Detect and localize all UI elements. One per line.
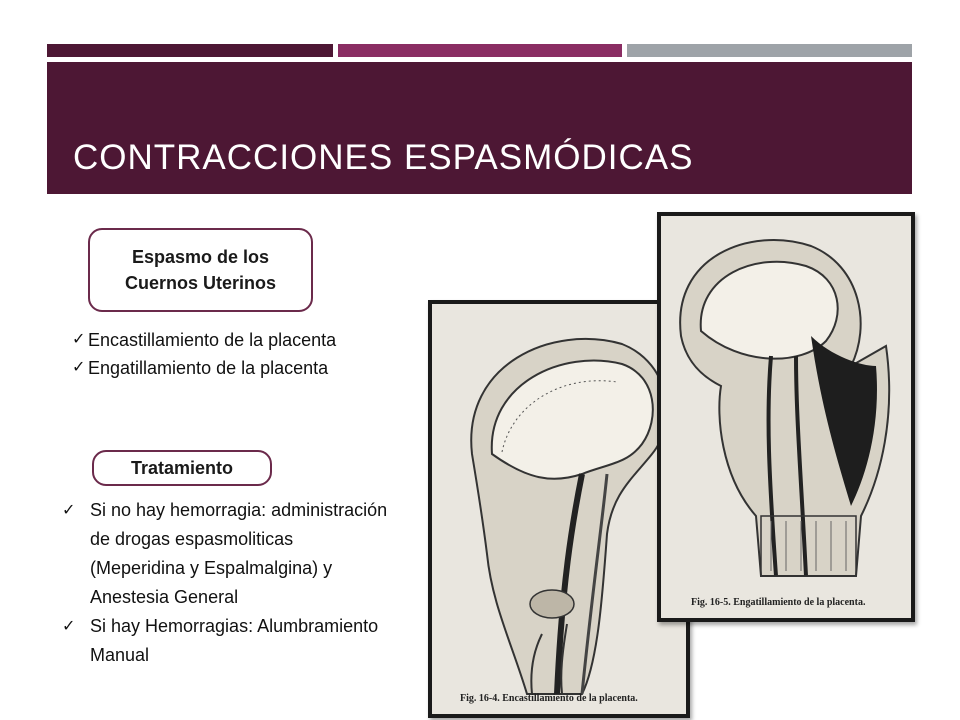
check-icon: ✓	[62, 502, 76, 519]
check-icon: ✓	[72, 359, 86, 376]
figure-caption-1: Fig. 16-4. Encastillamiento de la placenta.	[460, 693, 638, 704]
figure-encastillamiento	[428, 300, 690, 718]
uterus-illustration-1	[432, 304, 686, 714]
spasm-box	[88, 228, 313, 312]
list-item	[72, 354, 336, 382]
list-item	[62, 612, 392, 670]
list-item-text: Si hay Hemorragias: Alumbramiento Manual	[90, 616, 379, 665]
spasm-box-label: Espasmo de los Cuernos Uterinos	[124, 247, 277, 293]
treatment-box-label: Tratamiento	[130, 457, 234, 478]
accent-bar-gray	[627, 44, 912, 57]
list-item	[62, 496, 392, 612]
figure-engatillamiento	[657, 212, 915, 622]
accent-bar-magenta	[338, 44, 622, 57]
uterus-illustration-2	[661, 216, 911, 618]
check-icon: ✓	[72, 331, 86, 348]
list-item-text: Engatillamiento de la placenta	[88, 358, 329, 378]
treatment-box	[92, 450, 272, 486]
list-item-text: Encastillamiento de la placenta	[88, 330, 337, 350]
accent-bar-dark	[47, 44, 333, 57]
treatment-list	[62, 496, 392, 670]
placenta-list	[72, 326, 336, 382]
list-item	[72, 326, 336, 354]
slide-title: CONTRACCIONES ESPASMÓDICAS	[73, 138, 694, 177]
check-icon: ✓	[62, 618, 76, 635]
title-band	[47, 62, 912, 194]
list-item-text: Si no hay hemorragia: administración de drogas espasmoliticas (Meperidina y Espalmalgina) y Anestesia General	[90, 500, 388, 607]
figure-caption-2: Fig. 16-5. Engatillamiento de la placenta.	[691, 597, 866, 608]
